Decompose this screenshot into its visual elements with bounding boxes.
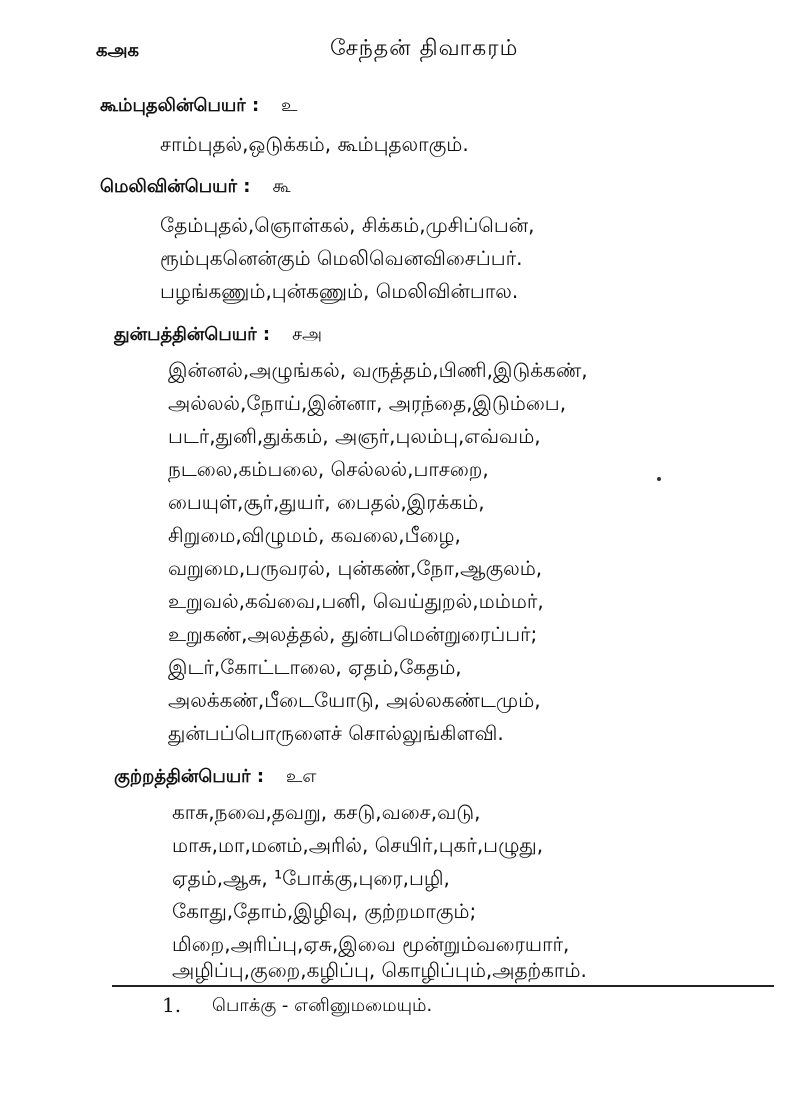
verse-line: ரூம்புகனென்கும் மெலிவெனவிசைப்பர். bbox=[160, 246, 523, 270]
heading-text: மெலிவின்பெயர் : bbox=[100, 176, 251, 197]
heading-number: கூ bbox=[272, 176, 291, 197]
verse-line: சாம்புதல்,ஒடுக்கம், கூம்புதலாகும். bbox=[160, 132, 469, 156]
section-heading bbox=[114, 324, 322, 347]
verse-line: படர்,துனி,துக்கம், அஞர்,புலம்பு,எவ்வம், bbox=[168, 424, 541, 448]
verse-line: பழங்கணும்,புன்கணும், மெலிவின்பால. bbox=[160, 279, 519, 303]
heading-text: துன்பத்தின்பெயர் : bbox=[114, 324, 271, 345]
verse-line: துன்பப்பொருளைச் சொல்லுங்கிளவி. bbox=[168, 721, 504, 745]
verse-line: மாசு,மா,மனம்,அரில், செயிர்,புகர்,பழுது, bbox=[172, 833, 544, 857]
verse-line: காசு,நவை,தவறு, கசடு,வசை,வடு, bbox=[172, 800, 481, 824]
verse-line: சிறுமை,விழுமம், கவலை,பீழை, bbox=[168, 523, 461, 547]
verse-line: இடர்,கோட்டாலை, ஏதம்,கேதம், bbox=[168, 655, 462, 679]
verse-line: அல்லல்,நோய்,இன்னா, அரந்தை,இடும்பை, bbox=[168, 391, 567, 415]
verse-line: ஏதம்,ஆசு, ¹போக்கு,புரை,பழி, bbox=[172, 866, 450, 890]
verse-line: மிறை,அரிப்பு,ஏசு,இவை மூன்றும்வரையார், bbox=[172, 932, 570, 956]
page-number: கஅக bbox=[96, 40, 140, 61]
heading-number: சஅ bbox=[292, 324, 323, 345]
section-heading bbox=[100, 176, 291, 199]
heading-text: குற்றத்தின்பெயர் : bbox=[114, 766, 265, 787]
section-heading bbox=[114, 766, 316, 789]
verse-line: இன்னல்,அழுங்கல், வருத்தம்,பிணி,இடுக்கண், bbox=[168, 358, 588, 382]
verse-line: அழிப்பு,குறை,கழிப்பு, கொழிப்பும்,அதற்காம். bbox=[172, 958, 587, 982]
footnote-text: பொக்கு - எனினுமமையும். bbox=[212, 995, 433, 1016]
heading-number: உஎ bbox=[286, 766, 317, 787]
verse-line: அலக்கண்,பீடையோடு, அல்லகண்டமும், bbox=[168, 688, 541, 712]
heading-text: கூம்புதலின்பெயர் : bbox=[100, 95, 260, 116]
book-title: சேந்தன் திவாகரம் bbox=[330, 36, 519, 61]
heading-number: உ bbox=[281, 95, 298, 116]
verse-line: வறுமை,பருவரல், புன்கண்,நோ,ஆகுலம், bbox=[168, 556, 543, 580]
print-speck bbox=[657, 477, 661, 481]
section-heading bbox=[100, 95, 298, 118]
verse-line: நடலை,கம்பலை, செல்லல்,பாசறை, bbox=[168, 457, 489, 481]
verse-line: பையுள்,சூர்,துயர், பைதல்,இரக்கம், bbox=[168, 490, 485, 514]
verse-line: கோது,தோம்,இழிவு, குற்றமாகும்; bbox=[172, 899, 477, 923]
verse-line: தேம்புதல்,ஞொள்கல், சிக்கம்,முசிப்பென், bbox=[160, 213, 535, 237]
footnote-divider bbox=[112, 985, 774, 987]
footnote-marker: 1. bbox=[162, 993, 182, 1017]
verse-line: உறுவல்,கவ்வை,பனி, வெய்துறல்,மம்மர், bbox=[168, 589, 544, 613]
verse-line: உறுகண்,அலத்தல், துன்பமென்றுரைப்பர்; bbox=[168, 622, 538, 646]
